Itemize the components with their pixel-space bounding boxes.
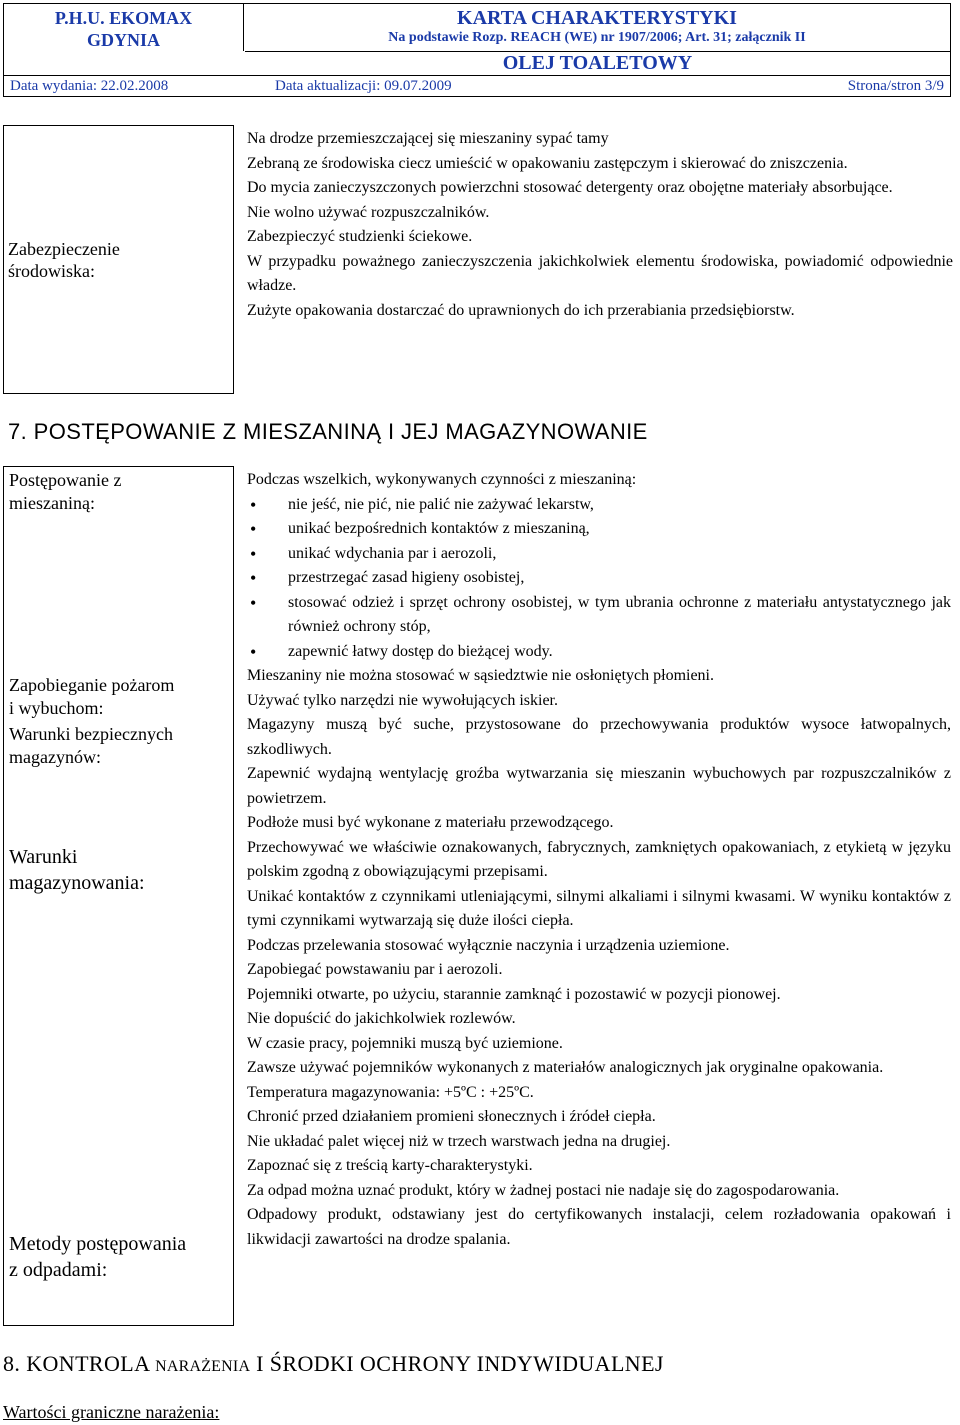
fire-label xyxy=(9,674,174,720)
company-city: GDYNIA xyxy=(86,30,160,50)
handling-label xyxy=(9,469,121,515)
page-number: Strona/stron 3/9 xyxy=(847,78,944,94)
handling-label-line2: mieszaniną: xyxy=(9,493,95,513)
section-8-heading xyxy=(3,1350,664,1381)
fire-label-line2: i wybuchom: xyxy=(9,698,104,718)
list-item: • przestrzegać zasad higieny osobistej, xyxy=(247,566,951,591)
environment-content xyxy=(234,125,953,394)
environment-label-line2: środowiska: xyxy=(8,260,95,281)
paragraph: Zużyte opakowania dostarczać do uprawnionych do ich przerabiania przedsiębiorstw. xyxy=(247,301,795,319)
dates-row xyxy=(4,75,950,96)
waste-label-line1: Metody postępowania xyxy=(9,1233,187,1255)
paragraph: Zebraną ze środowiska ciecz umieścić w opakowaniu zastępczym i skierować do zniszczenia. xyxy=(247,154,848,172)
paragraph: Zapewnić wydajną wentylację groźba wytwarzania się mieszanin wybuchowych par rozpuszczalników z powietrzem. xyxy=(247,765,951,807)
environment-label-line1: Zabezpieczenie xyxy=(8,238,120,259)
list-item: • unikać bezpośrednich kontaktów z mieszaniną, xyxy=(247,517,951,542)
document-header xyxy=(3,3,951,97)
safe-storage-label-line2: magazynów: xyxy=(9,747,101,767)
paragraph: Nie wolno używać rozpuszczalników. xyxy=(247,203,490,221)
exposure-limits-heading: Wartości graniczne narażenia: xyxy=(3,1402,220,1422)
paragraph: Zawsze używać pojemników wykonanych z materiałów analogicznych jak oryginalne opakowania. xyxy=(247,1059,884,1076)
paragraph: Podczas przelewania stosować wyłącznie naczynia i urządzenia uziemione. xyxy=(247,936,730,954)
title-block xyxy=(244,4,950,51)
document-title: KARTA CHARAKTERYSTYKI xyxy=(457,7,737,29)
paragraph: Za odpad można uznać produkt, który w żadnej postaci nie nadaje się do zagospodarowania. xyxy=(247,1181,840,1199)
paragraph: W czasie pracy, pojemniki muszą być uziemione. xyxy=(247,1034,563,1052)
section-8-heading-part2: NARAŻENIA xyxy=(155,1358,251,1375)
handling-intro: Podczas wszelkich, wykonywanych czynności z mieszaniną: xyxy=(247,471,637,488)
paragraph: Używać tylko narzędzi nie wywołujących iskier. xyxy=(247,691,558,709)
paragraph: Zapoznać się z treścią karty-charakterystyki. xyxy=(247,1157,533,1174)
fire-label-line1: Zapobieganie pożarom xyxy=(9,675,175,695)
safe-storage-label xyxy=(9,723,173,769)
section-7-heading: 7. POSTĘPOWANIE Z MIESZANINĄ I JEJ MAGAZYNOWANIE xyxy=(8,419,648,444)
paragraph: Podłoże musi być wykonane z materiału przewodzącego. xyxy=(247,814,614,831)
paragraph: Przechowywać we właściwie oznakowanych, fabrycznych, zamkniętych opakowaniach, z etykietą w języku polskim zgodną z obowiązującymi przepisami. xyxy=(247,838,951,880)
list-item: • unikać wdychania par i aerozoli, xyxy=(247,542,951,567)
environment-label xyxy=(3,125,234,394)
paragraph: Unikać kontaktów z czynnikami utleniającymi, silnymi alkaliami i silnymi kwasami. W wyniku kontaktów z tymi czynnikami wytwarzają się duże ilości ciepła. xyxy=(247,887,951,929)
paragraph: Mieszaniny nie można stosować w sąsiedztwie nie osłoniętych płomieni. xyxy=(247,667,714,684)
list-item: • nie jeść, nie pić, nie palić nie zażywać lekarstw, xyxy=(247,493,951,518)
paragraph: Nie układać palet więcej niż w trzech warstwach jedna na drugiej. xyxy=(247,1132,671,1150)
company-name: P.H.U. EKOMAX xyxy=(54,8,193,28)
handling-label-line1: Postępowanie z xyxy=(9,470,122,490)
paragraph: Nie dopuścić do jakichkolwiek rozlewów. xyxy=(247,1010,516,1027)
storage-label-line2: magazynowania: xyxy=(9,872,145,894)
section-7-labels xyxy=(3,466,234,1326)
company-block xyxy=(4,4,244,51)
storage-label xyxy=(9,844,145,896)
waste-label-line2: z odpadami: xyxy=(9,1259,108,1281)
update-date: Data aktualizacji: 09.07.2009 xyxy=(275,78,452,94)
waste-label xyxy=(9,1231,186,1283)
paragraph: W przypadku poważnego zanieczyszczenia jakichkolwiek elementu środowiska, powiadomić odpowiednie władze. xyxy=(247,252,953,294)
paragraph: Na drodze przemieszczającej się mieszaniny sypać tamy xyxy=(247,130,609,147)
product-name: OLEJ TOALETOWY xyxy=(245,51,950,75)
environment-section xyxy=(3,125,953,394)
paragraph: Zabezpieczyć studzienki ściekowe. xyxy=(247,228,473,245)
section-7-table xyxy=(3,466,953,1326)
section-7-content xyxy=(247,468,951,1252)
list-item: • zapewnić łatwy dostęp do bieżącej wody. xyxy=(247,640,951,665)
storage-label-line1: Warunki xyxy=(9,846,78,868)
handling-list xyxy=(247,493,951,665)
safe-storage-label-line1: Warunki bezpiecznych xyxy=(9,724,173,744)
issue-date: Data wydania: 22.02.2008 xyxy=(10,78,169,94)
paragraph: Magazyny muszą być suche, przystosowane do przechowywania produktów wysoce łatwopalnych, szkodliwych. xyxy=(247,716,951,758)
paragraph: Do mycia zanieczyszczonych powierzchni stosować detergenty oraz obojętne materiały absorbujące. xyxy=(247,179,893,196)
section-8-heading-part3: I ŚRODKI OCHRONY INDYWIDUALNEJ xyxy=(250,1351,664,1376)
document-subtitle: Na podstawie Rozp. REACH (WE) nr 1907/2006; Art. 31; załącznik II xyxy=(388,30,806,45)
section-8-heading-part1: 8. KONTROLA xyxy=(3,1351,156,1376)
paragraph: Pojemniki otwarte, po użyciu, starannie zamknąć i pozostawić w pozycji pionowej. xyxy=(247,985,781,1003)
paragraph: Zapobiegać powstawaniu par i aerozoli. xyxy=(247,961,503,978)
list-item: • stosować odzież i sprzęt ochrony osobistej, w tym ubrania ochronne z materiału antystatycznego jak również ochrony stóp, xyxy=(247,591,951,640)
paragraph: Odpadowy produkt, odstawiany jest do certyfikowanych instalacji, celem rozładowania opakowań i likwidacji zawartości na drodze spalania. xyxy=(247,1206,951,1248)
paragraph: Chronić przed działaniem promieni słonecznych i źródeł ciepła. xyxy=(247,1108,656,1125)
paragraph: Temperatura magazynowania: +5ºC : +25ºC. xyxy=(247,1083,534,1101)
